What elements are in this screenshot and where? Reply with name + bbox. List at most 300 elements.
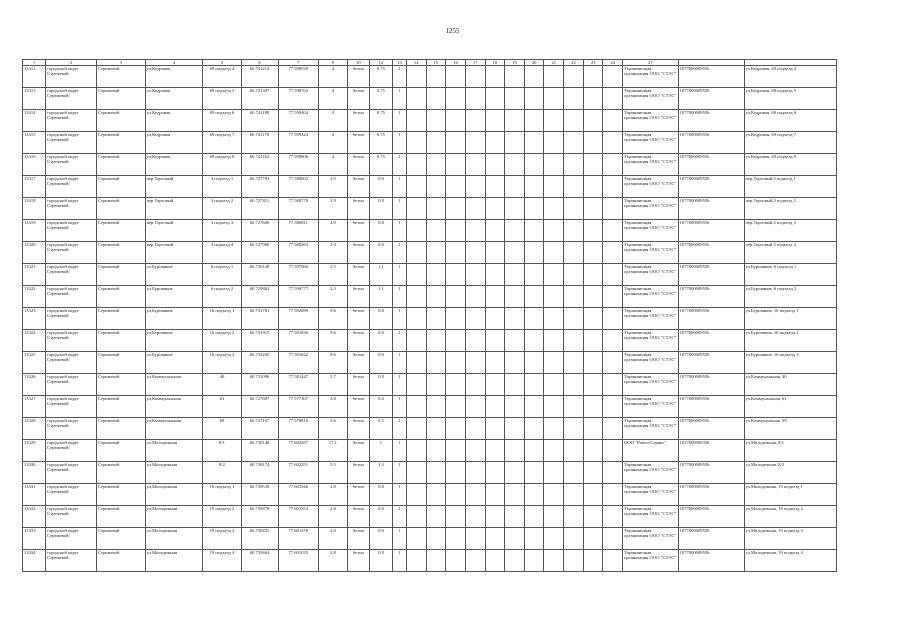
table-cell xyxy=(485,308,505,330)
table-cell: 4 xyxy=(319,154,348,176)
table-cell xyxy=(426,352,446,374)
table-cell: 1 xyxy=(393,88,407,110)
table-cell: 16 подъезд 2 xyxy=(203,330,241,352)
table-cell: 40 xyxy=(203,374,241,396)
table-cell xyxy=(603,110,623,132)
table-cell xyxy=(485,462,505,484)
table-cell xyxy=(406,484,426,506)
table-cell: 2.8 xyxy=(319,550,348,572)
table-cell xyxy=(446,308,466,330)
table-cell xyxy=(485,264,505,286)
table-cell: 13319 xyxy=(23,220,46,242)
table-cell xyxy=(544,132,564,154)
header-cell: 24 xyxy=(603,60,623,66)
table-cell: ул.Буровиков xyxy=(145,286,203,308)
table-cell: 8/1 xyxy=(203,440,241,462)
table-cell: городской округ Стрежевой xyxy=(46,484,97,506)
table-cell: Стрежевой xyxy=(97,88,146,110)
table-cell: 19 подъезд 4 xyxy=(203,550,241,572)
table-cell: 13328 xyxy=(23,418,46,440)
table-cell xyxy=(564,440,584,462)
table-cell: бетон xyxy=(347,352,369,374)
table-cell: 0.4 xyxy=(369,396,392,418)
table-cell xyxy=(406,528,426,550)
table-cell: Управляющая организация ООО "СТЭС" xyxy=(623,462,679,484)
table-cell xyxy=(583,176,603,198)
table-cell: 2.9 xyxy=(319,220,348,242)
table-cell: 13325 xyxy=(23,352,46,374)
table-cell xyxy=(583,352,603,374)
table-cell: 1077000009556 xyxy=(678,88,744,110)
table-cell xyxy=(524,484,544,506)
table-cell: бетон xyxy=(347,440,369,462)
table-cell: 13322 xyxy=(23,286,46,308)
header-cell: 17 xyxy=(465,60,485,66)
header-cell: 19 xyxy=(505,60,525,66)
table-cell: бетон xyxy=(347,286,369,308)
table-cell: ул.Молодежная, 19 подъезд 3 xyxy=(744,528,837,550)
table-cell xyxy=(564,66,584,88)
table-cell: 60.727137 xyxy=(241,418,278,440)
table-cell: ул.Буровиков xyxy=(145,264,203,286)
table-cell: 77.588002 xyxy=(278,176,318,198)
table-row xyxy=(23,308,837,330)
table-cell xyxy=(583,264,603,286)
table-row xyxy=(23,550,837,572)
table-cell xyxy=(406,242,426,264)
table-cell: городской округ Стрежевой xyxy=(46,220,97,242)
table-cell: 1077000009556 xyxy=(678,506,744,528)
table-cell: ул.Молодежная xyxy=(145,506,203,528)
table-cell xyxy=(603,506,623,528)
table-cell xyxy=(583,440,603,462)
table-cell: пер.Торговый xyxy=(145,198,203,220)
table-cell xyxy=(564,198,584,220)
table-cell xyxy=(446,440,466,462)
table-cell: городской округ Стрежевой xyxy=(46,66,97,88)
table-cell: 60.730128 xyxy=(241,264,278,286)
table-cell: 0.8 xyxy=(369,352,392,374)
table-cell: 1.1 xyxy=(369,286,392,308)
table-cell: ул.Коммунальная, 69 xyxy=(744,418,837,440)
table-cell xyxy=(544,396,564,418)
table-cell: Управляющая организация ООО "СТЭС" xyxy=(623,242,679,264)
table-row xyxy=(23,154,837,176)
table-cell xyxy=(564,528,584,550)
table-cell: Управляющая организация ООО "СТЭС" xyxy=(623,528,679,550)
table-cell: Стрежевой xyxy=(97,374,146,396)
table-cell xyxy=(583,462,603,484)
table-cell xyxy=(426,286,446,308)
table-cell xyxy=(426,220,446,242)
table-cell xyxy=(505,418,525,440)
table-cell xyxy=(446,264,466,286)
table-cell xyxy=(446,132,466,154)
table-cell xyxy=(406,440,426,462)
table-cell: 0.8 xyxy=(369,506,392,528)
table-cell xyxy=(505,154,525,176)
table-row xyxy=(23,506,837,528)
table-cell: 77.599606 xyxy=(278,154,318,176)
table-cell: 1 xyxy=(393,484,407,506)
table-cell xyxy=(583,242,603,264)
table-cell xyxy=(465,352,485,374)
header-cell: 7 xyxy=(278,60,318,66)
table-cell xyxy=(583,550,603,572)
table-cell: 77.602287 xyxy=(278,440,318,462)
table-cell: Стрежевой xyxy=(97,308,146,330)
table-cell xyxy=(485,220,505,242)
table-cell xyxy=(485,506,505,528)
table-cell: Управляющая организация ООО "СТЭС" xyxy=(623,176,679,198)
table-cell xyxy=(465,154,485,176)
table-cell: пер.Торговый xyxy=(145,176,203,198)
table-cell: 1 xyxy=(393,462,407,484)
table-cell: Управляющая организация ООО "СТЭС" xyxy=(623,198,679,220)
table-cell: 1 xyxy=(393,506,407,528)
table-cell: 1077000009556 xyxy=(678,374,744,396)
table-cell: 1 xyxy=(393,352,407,374)
table-cell: Стрежевой xyxy=(97,506,146,528)
table-row xyxy=(23,176,837,198)
table-cell xyxy=(505,462,525,484)
table-row xyxy=(23,88,837,110)
table-cell: бетон xyxy=(347,242,369,264)
table-cell xyxy=(524,352,544,374)
table-cell: 60.731781 xyxy=(241,308,278,330)
table-cell xyxy=(564,418,584,440)
table-cell: 13330 xyxy=(23,462,46,484)
table-cell xyxy=(406,66,426,88)
table-cell xyxy=(603,264,623,286)
table-cell xyxy=(544,330,564,352)
table-cell xyxy=(603,462,623,484)
table-cell: 77.601353 xyxy=(278,506,318,528)
table-cell xyxy=(583,330,603,352)
table-cell xyxy=(505,110,525,132)
table-row xyxy=(23,528,837,550)
table-cell xyxy=(524,220,544,242)
table-cell: 3.8 xyxy=(319,396,348,418)
table-cell xyxy=(406,198,426,220)
table-cell: 77.588811 xyxy=(278,220,318,242)
table-cell xyxy=(583,220,603,242)
table-cell xyxy=(603,66,623,88)
table-cell: 13332 xyxy=(23,506,46,528)
table-cell: Управляющая организация ООО "СТЭС" xyxy=(623,506,679,528)
table-cell: пер.Торговый,3 подъезд 3 xyxy=(744,220,837,242)
table-cell: 1 xyxy=(393,220,407,242)
table-cell xyxy=(465,66,485,88)
table-cell: 60.739455 xyxy=(241,528,278,550)
table-cell xyxy=(426,330,446,352)
table-cell: 1 xyxy=(393,440,407,462)
table-cell: 1 xyxy=(393,66,407,88)
table-cell: 60.741162 xyxy=(241,154,278,176)
table-cell: 3 подъезд 1 xyxy=(203,176,241,198)
table-cell xyxy=(406,550,426,572)
table-cell xyxy=(564,286,584,308)
table-cell: 13326 xyxy=(23,374,46,396)
table-cell xyxy=(544,528,564,550)
table-cell xyxy=(446,154,466,176)
table-cell: городской округ Стрежевой xyxy=(46,396,97,418)
table-cell xyxy=(465,110,485,132)
table-cell xyxy=(406,506,426,528)
table-cell xyxy=(564,462,584,484)
table-cell: ул.Коммунальная xyxy=(145,374,203,396)
table-cell: 77.598539 xyxy=(278,66,318,88)
table-cell xyxy=(426,154,446,176)
table-cell xyxy=(446,550,466,572)
table-cell xyxy=(426,242,446,264)
header-cell: 20 xyxy=(524,60,544,66)
table-cell xyxy=(564,132,584,154)
table-cell xyxy=(603,440,623,462)
table-cell: 9.6 xyxy=(319,330,348,352)
table-cell xyxy=(465,528,485,550)
table-cell xyxy=(505,374,525,396)
table-cell: Стрежевой xyxy=(97,528,146,550)
table-cell: 69 подъезд 4 xyxy=(203,66,241,88)
table-cell: 2.8 xyxy=(319,506,348,528)
table-cell xyxy=(524,198,544,220)
table-cell xyxy=(524,506,544,528)
table-cell: Управляющая организация ООО "СТЭС" xyxy=(623,396,679,418)
table-cell xyxy=(564,154,584,176)
table-cell: 13333 xyxy=(23,528,46,550)
table-cell: 77.588263 xyxy=(278,242,318,264)
table-cell xyxy=(485,374,505,396)
table-cell: бетон xyxy=(347,528,369,550)
table-cell: 0.8 xyxy=(369,308,392,330)
table-cell xyxy=(544,506,564,528)
table-cell: 1 xyxy=(393,396,407,418)
table-cell xyxy=(406,154,426,176)
table-cell xyxy=(505,66,525,88)
table-cell xyxy=(446,506,466,528)
table-cell xyxy=(544,484,564,506)
table-cell xyxy=(446,352,466,374)
table-cell: 1077000009556 xyxy=(678,66,744,88)
table-cell: 13331 xyxy=(23,484,46,506)
table-cell xyxy=(465,132,485,154)
header-cell: 16 xyxy=(446,60,466,66)
table-cell: ул.Кедровая xyxy=(145,66,203,88)
table-cell: 0.75 xyxy=(369,88,392,110)
table-cell: 2.9 xyxy=(319,176,348,198)
table-cell xyxy=(426,308,446,330)
table-cell: городской округ Стрежевой xyxy=(46,352,97,374)
table-cell xyxy=(426,440,446,462)
table-cell xyxy=(544,154,564,176)
table-cell xyxy=(564,484,584,506)
header-cell: 12 xyxy=(369,60,392,66)
table-cell xyxy=(505,396,525,418)
table-cell xyxy=(544,550,564,572)
header-cell: 14 xyxy=(406,60,426,66)
table-row xyxy=(23,242,837,264)
table-cell: 77.592089 xyxy=(278,308,318,330)
table-cell: ул.Кедровая, 69 подъезд 4 xyxy=(744,66,837,88)
table-cell xyxy=(524,264,544,286)
table-cell xyxy=(583,308,603,330)
table-cell: 1 xyxy=(393,286,407,308)
table-cell xyxy=(603,286,623,308)
table-cell xyxy=(603,198,623,220)
table-cell: 13313 xyxy=(23,88,46,110)
table-cell xyxy=(524,330,544,352)
table-cell xyxy=(564,396,584,418)
table-cell xyxy=(564,88,584,110)
table-cell: ул.Молодежная xyxy=(145,528,203,550)
table-cell: Стрежевой xyxy=(97,176,146,198)
table-cell xyxy=(485,66,505,88)
table-cell xyxy=(603,528,623,550)
table-cell: ул.Молодежная, 8/1 xyxy=(744,440,837,462)
table-cell: пер.Торговый,3 подъезд 4 xyxy=(744,242,837,264)
table-cell: ул.Молодежная xyxy=(145,484,203,506)
table-cell: Стрежевой xyxy=(97,440,146,462)
table-cell xyxy=(505,506,525,528)
table-cell: бетон xyxy=(347,198,369,220)
table-cell xyxy=(406,88,426,110)
table-cell: 13315 xyxy=(23,132,46,154)
table-cell: 1077000009556 xyxy=(678,242,744,264)
table-cell: Управляющая организация ООО "СТЭС" xyxy=(623,88,679,110)
table-cell: 77.598763 xyxy=(278,88,318,110)
table-row xyxy=(23,352,837,374)
table-cell: Управляющая организация ООО "СТЭС" xyxy=(623,154,679,176)
table-cell xyxy=(505,132,525,154)
header-cell: 22 xyxy=(564,60,584,66)
table-cell: бетон xyxy=(347,484,369,506)
table-cell: Управляющая организация ООО "СТЭС" xyxy=(623,352,679,374)
table-cell xyxy=(524,440,544,462)
table-cell: 77.599324 xyxy=(278,132,318,154)
table-cell: городской округ Стрежевой xyxy=(46,374,97,396)
table-cell: 1 xyxy=(393,176,407,198)
table-cell: 77.578816 xyxy=(278,418,318,440)
table-cell: Стрежевой xyxy=(97,484,146,506)
table-cell: 1077000009556 xyxy=(678,110,744,132)
table-cell: ул.Кедровая, 69 подъезд 6 xyxy=(744,110,837,132)
table-cell: 1077000009556 xyxy=(678,528,744,550)
table-cell: 4 xyxy=(319,66,348,88)
table-cell: 60.727783 xyxy=(241,176,278,198)
table-cell xyxy=(603,484,623,506)
table-cell: 77.599404 xyxy=(278,110,318,132)
table-cell: 60.739464 xyxy=(241,550,278,572)
table-cell xyxy=(465,242,485,264)
table-cell xyxy=(426,506,446,528)
table-cell: 13314 xyxy=(23,110,46,132)
table-cell: 60.741214 xyxy=(241,66,278,88)
table-cell xyxy=(603,242,623,264)
header-cell: 21 xyxy=(544,60,564,66)
table-cell xyxy=(485,396,505,418)
table-cell: 9.6 xyxy=(319,308,348,330)
table-cell xyxy=(465,418,485,440)
table-cell: 77.596777 xyxy=(278,286,318,308)
table-cell: 69 подъезд 8 xyxy=(203,154,241,176)
table-cell: 60.727807 xyxy=(241,396,278,418)
table-cell xyxy=(465,176,485,198)
table-cell: бетон xyxy=(347,264,369,286)
table-cell xyxy=(505,242,525,264)
table-row xyxy=(23,66,837,88)
table-cell xyxy=(485,330,505,352)
table-cell: 69 xyxy=(203,418,241,440)
table-cell: 60.739478 xyxy=(241,506,278,528)
header-cell: 10 xyxy=(347,60,369,66)
header-cell: 5 xyxy=(203,60,241,66)
table-cell: 60.729862 xyxy=(241,286,278,308)
header-cell: 18 xyxy=(485,60,505,66)
header-cell: 3 xyxy=(97,60,146,66)
table-cell xyxy=(583,418,603,440)
table-cell: бетон xyxy=(347,396,369,418)
table-cell xyxy=(406,132,426,154)
table-cell: 69 подъезд 6 xyxy=(203,110,241,132)
table-cell xyxy=(485,418,505,440)
table-cell xyxy=(564,330,584,352)
table-cell xyxy=(485,440,505,462)
table-cell: ул.Кедровая xyxy=(145,110,203,132)
table-cell xyxy=(446,396,466,418)
table-cell xyxy=(485,550,505,572)
table-cell: городской округ Стрежевой xyxy=(46,550,97,572)
table-cell: 2.9 xyxy=(319,198,348,220)
table-cell: Управляющая организация ООО "СТЭС" xyxy=(623,132,679,154)
table-cell: ул.Коммунальная xyxy=(145,418,203,440)
table-cell xyxy=(485,484,505,506)
header-cell: 23 xyxy=(583,60,603,66)
table-cell xyxy=(426,418,446,440)
table-cell xyxy=(524,88,544,110)
table-cell xyxy=(524,528,544,550)
table-cell xyxy=(406,110,426,132)
table-cell: городской округ Стрежевой xyxy=(46,110,97,132)
table-cell: 13327 xyxy=(23,396,46,418)
table-cell: городской округ Стрежевой xyxy=(46,330,97,352)
table-cell xyxy=(465,396,485,418)
table-cell: 60.741307 xyxy=(241,88,278,110)
table-cell xyxy=(603,308,623,330)
table-cell: 0.8 xyxy=(369,198,392,220)
table-cell xyxy=(564,374,584,396)
table-cell xyxy=(524,154,544,176)
table-cell: 5.6 xyxy=(319,418,348,440)
table-cell: бетон xyxy=(347,462,369,484)
table-cell xyxy=(485,88,505,110)
table-cell: 0.8 xyxy=(369,528,392,550)
table-cell xyxy=(406,352,426,374)
table-cell: бетон xyxy=(347,220,369,242)
table-cell: городской округ Стрежевой xyxy=(46,286,97,308)
table-cell xyxy=(426,66,446,88)
table-cell: ул.Буровиков, 16 подъезд 3 xyxy=(744,352,837,374)
table-cell: ул.Кедровая, 69 подъезд 7 xyxy=(744,132,837,154)
table-cell xyxy=(465,330,485,352)
table-cell xyxy=(564,308,584,330)
table-cell: 1 xyxy=(393,132,407,154)
table-cell: ул.Кедровая, 69 подъезд 5 xyxy=(744,88,837,110)
table-cell xyxy=(583,66,603,88)
table-cell xyxy=(544,352,564,374)
table-cell: городской округ Стрежевой xyxy=(46,462,97,484)
table-cell xyxy=(465,88,485,110)
